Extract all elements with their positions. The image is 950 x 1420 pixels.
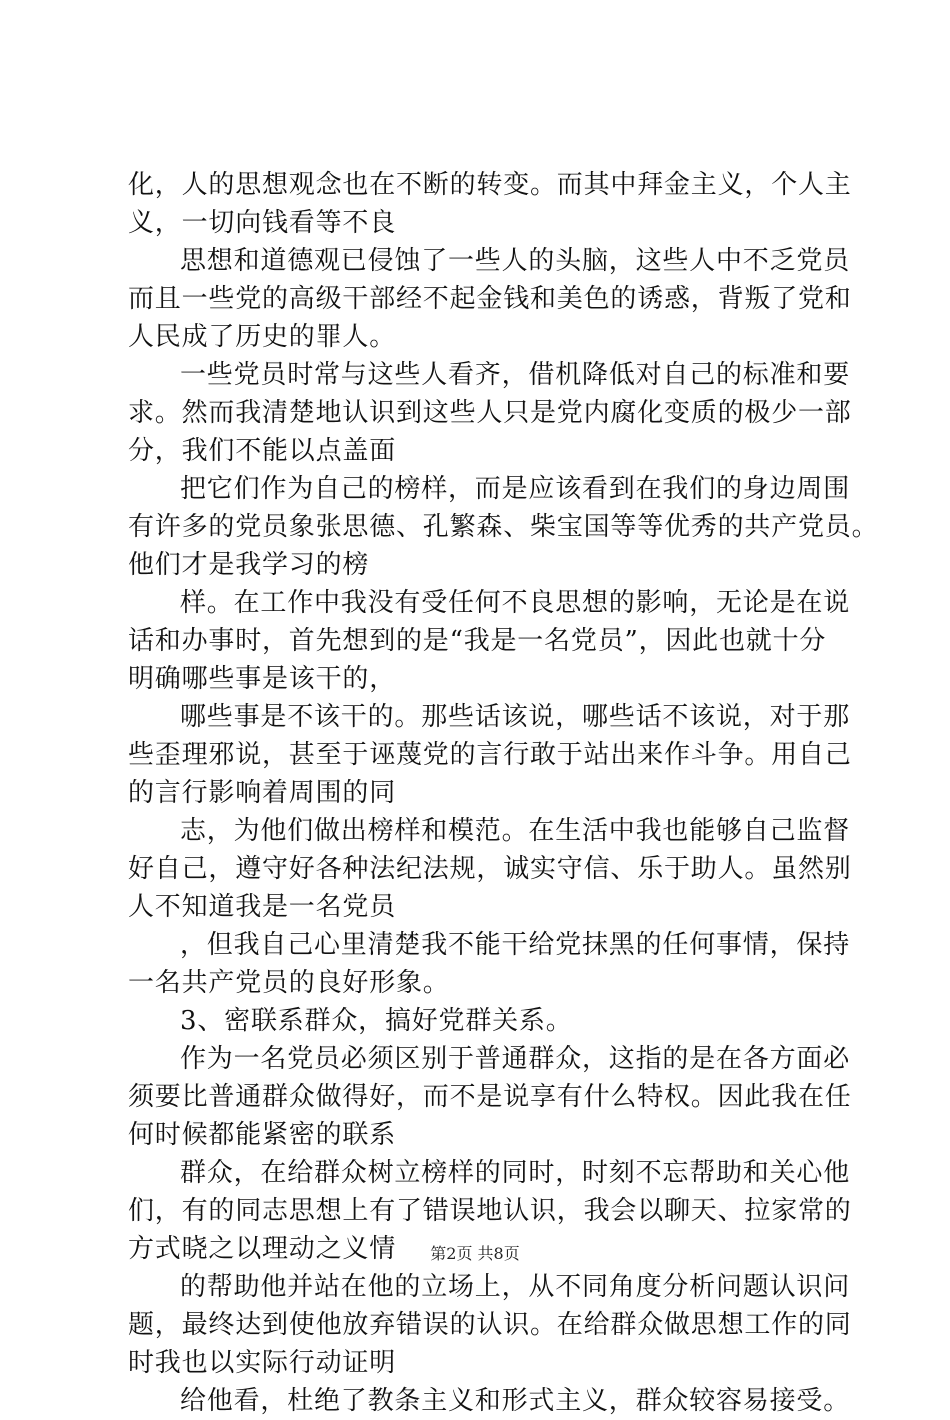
text-line: 一些党员时常与这些人看齐，借机降低对自己的标准和要 [180, 360, 851, 390]
text-line: 样。在工作中我没有受任何不良思想的影响，无论是在说 [180, 588, 851, 618]
text-line: 作为一名党员必须区别于普通群众，这指的是在各方面必 [180, 1044, 851, 1074]
text-line: 一名共产党员的良好形象。 [128, 968, 450, 998]
text-line: 给他看，杜绝了教条主义和形式主义，群众较容易接受。 [180, 1386, 851, 1416]
text-line: 些歪理邪说，甚至于诬蔑党的言行敢于站出来作斗争。用自己 [128, 740, 852, 770]
text-line: 义，一切向钱看等不良 [128, 208, 397, 238]
text-line: 群众，在给群众树立榜样的同时，时刻不忘帮助和关心他 [180, 1158, 851, 1188]
text-line: ，但我自己心里清楚我不能干给党抹黑的任何事情，保持 [180, 930, 851, 960]
page-number-footer: 第2页 共8页 [430, 1244, 520, 1263]
text-line: 方式晓之以理动之义情 [128, 1234, 397, 1264]
text-line: 志，为他们做出榜样和模范。在生活中我也能够自己监督 [180, 816, 851, 846]
text-line: 把它们作为自己的榜样，而是应该看到在我们的身边周围 [180, 474, 851, 504]
text-line: 而且一些党的高级干部经不起金钱和美色的诱惑，背叛了党和 [128, 284, 852, 314]
text-line: 哪些事是不该干的。那些话该说，哪些话不该说，对于那 [180, 702, 851, 732]
text-line: 人民成了历史的罪人。 [128, 322, 397, 352]
text-line: 的帮助他并站在他的立场上，从不同角度分析问题认识问 [180, 1272, 851, 1302]
text-line: 好自己，遵守好各种法纪法规，诚实守信、乐于助人。虽然别 [128, 854, 852, 884]
text-line: 化，人的思想观念也在不断的转变。而其中拜金主义，个人主 [128, 170, 852, 200]
text-line: 人不知道我是一名党员 [128, 892, 397, 922]
text-line: 明确哪些事是该干的， [128, 664, 397, 694]
text-line: 的言行影响着周围的同 [128, 778, 397, 808]
text-line: 们，有的同志思想上有了错误地认识，我会以聊天、拉家常的 [128, 1196, 852, 1226]
text-line: 须要比普通群众做得好，而不是说享有什么特权。因此我在任 [128, 1082, 852, 1112]
text-line: 题，最终达到使他放弃错误的认识。在给群众做思想工作的同 [128, 1310, 852, 1340]
text-line: 分，我们不能以点盖面 [128, 436, 397, 466]
section-heading: 3、密联系群众，搞好党群关系。 [180, 1006, 573, 1036]
text-line: 话和办事时，首先想到的是“我是一名党员”，因此也就十分 [128, 626, 827, 656]
text-line: 思想和道德观已侵蚀了一些人的头脑，这些人中不乏党员 [180, 246, 851, 276]
text-line: 求。然而我清楚地认识到这些人只是党内腐化变质的极少一部 [128, 398, 852, 428]
text-line: 他们才是我学习的榜 [128, 550, 370, 580]
text-line: 时我也以实际行动证明 [128, 1348, 397, 1378]
text-line: 何时候都能紧密的联系 [128, 1120, 397, 1150]
document-body [128, 166, 879, 1420]
text-line: 有许多的党员象张思德、孔繁森、柴宝国等等优秀的共产党员。 [128, 512, 879, 542]
